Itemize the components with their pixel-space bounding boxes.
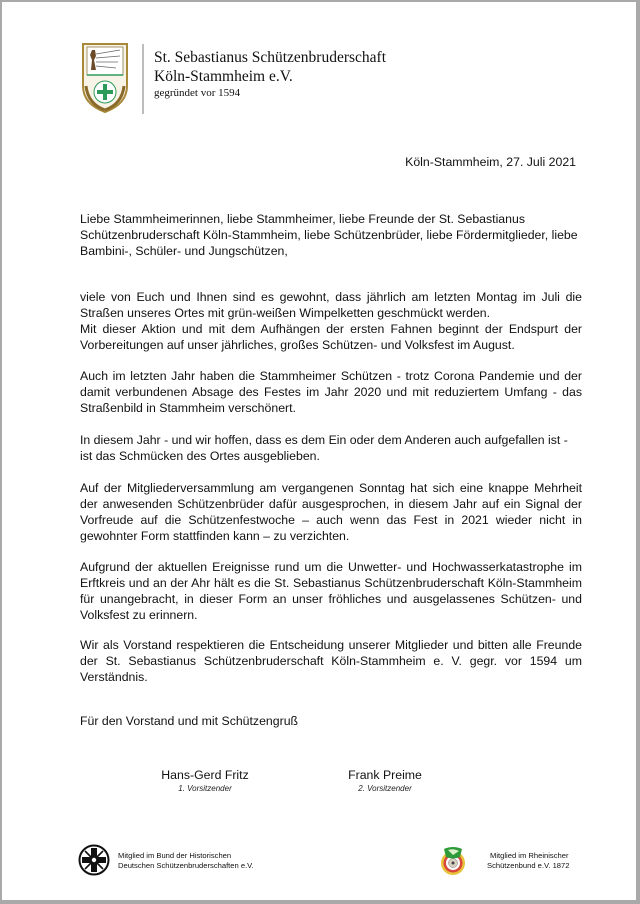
- footer-right-text: [487, 851, 569, 871]
- salutation: Liebe Stammheimerinnen, liebe Stammheimer, liebe Freunde der St. Sebastianus Schützenbruderschaft Köln-Stammheim, liebe Schützenbrüder, liebe Fördermitglieder, liebe Bambini-, Schüler- und Jungschützen,: [80, 212, 578, 258]
- paragraph-1a: viele von Euch und Ihnen sind es gewohnt, dass jährlich am letzten Montag im Juli die Straßen unseres Ortes mit grün-weißen Wimpelketten geschmückt werden.: [80, 290, 582, 320]
- club-crest-icon: [80, 42, 130, 114]
- signatory-role: 2. Vorsitzender: [358, 784, 412, 793]
- organization-name: [154, 48, 386, 101]
- rsb-target-emblem-icon: [438, 844, 468, 876]
- signatory-name: Hans-Gerd Fritz: [161, 768, 249, 782]
- header-divider: [142, 44, 144, 114]
- signature-block-2: [330, 768, 440, 794]
- footer-left-line2: Deutschen Schützenbruderschaften e.V.: [118, 861, 254, 870]
- footer-right-line1: Mitglied im Rheinischer: [490, 851, 569, 860]
- paragraph-5: Aufgrund der aktuellen Ereignisse rund um die Unwetter- und Hochwasserkatastrophe im Erftkreis und an der Ahr hält es die St. Sebastianus Schützenbruderschaft Köln-Stammheim für unangebracht, in dieser Form an unser fröhliches und ausgelassenes Schützen- und Volksfest zu erinnern.: [80, 560, 582, 622]
- bhds-emblem-icon: [78, 844, 110, 876]
- paragraph-2: Auch im letzten Jahr haben die Stammheimer Schützen - trotz Corona Pandemie und der damit verbundenen Absage des Festes im Jahr 2020 und mit reduziertem Umfang - das Straßenbild in Stammheim verschönert.: [80, 369, 582, 415]
- footer-left-line1: Mitglied im Bund der Historischen: [118, 851, 232, 860]
- signatory-name: Frank Preime: [348, 768, 422, 782]
- footer-left-text: [118, 851, 254, 871]
- paragraph-4: Auf der Mitgliederversammlung am vergangenen Sonntag hat sich eine knappe Mehrheit der anwesenden Schützenbrüder dafür ausgesprochen, in diesem Jahr auf ein Signal der Vorfreude auf die Schützenfestwoche – auch wenn das Fest in 2021 wieder nicht in gewohnter Form stattfinden kann – zu verzichten.: [80, 481, 582, 543]
- org-name-line1: St. Sebastianus Schützenbruderschaft: [154, 49, 387, 66]
- org-name-line2: Köln-Stammheim e.V.: [154, 68, 293, 85]
- signatory-role: 1. Vorsitzender: [178, 784, 232, 793]
- paragraph-6: Wir als Vorstand respektieren die Entscheidung unserer Mitglieder und bitten alle Freunde der St. Sebastianus Schützenbruderschaft Köln-Stammheim e. V. gegr. vor 1594 um Verständnis.: [80, 638, 582, 684]
- paragraph-3: In diesem Jahr - und wir hoffen, dass es dem Ein oder dem Anderen auch aufgefallen ist - ist das Schmücken des Ortes ausgeblieben.: [80, 433, 568, 463]
- paragraph-1b: Mit dieser Aktion und mit dem Aufhängen der ersten Fahnen beginnt der Endspurt der Vorbereitungen auf unser jährliches, großes Schützen- und Volksfest im August.: [80, 322, 582, 352]
- closing-line: Für den Vorstand und mit Schützengruß: [80, 714, 299, 728]
- place-date: Köln-Stammheim, 27. Juli 2021: [405, 155, 576, 169]
- footer-right-line2: Schützenbund e.V. 1872: [487, 861, 570, 870]
- founded-text: gegründet vor 1594: [154, 87, 241, 99]
- paragraph-1: [80, 289, 582, 353]
- signature-block-1: [150, 768, 260, 794]
